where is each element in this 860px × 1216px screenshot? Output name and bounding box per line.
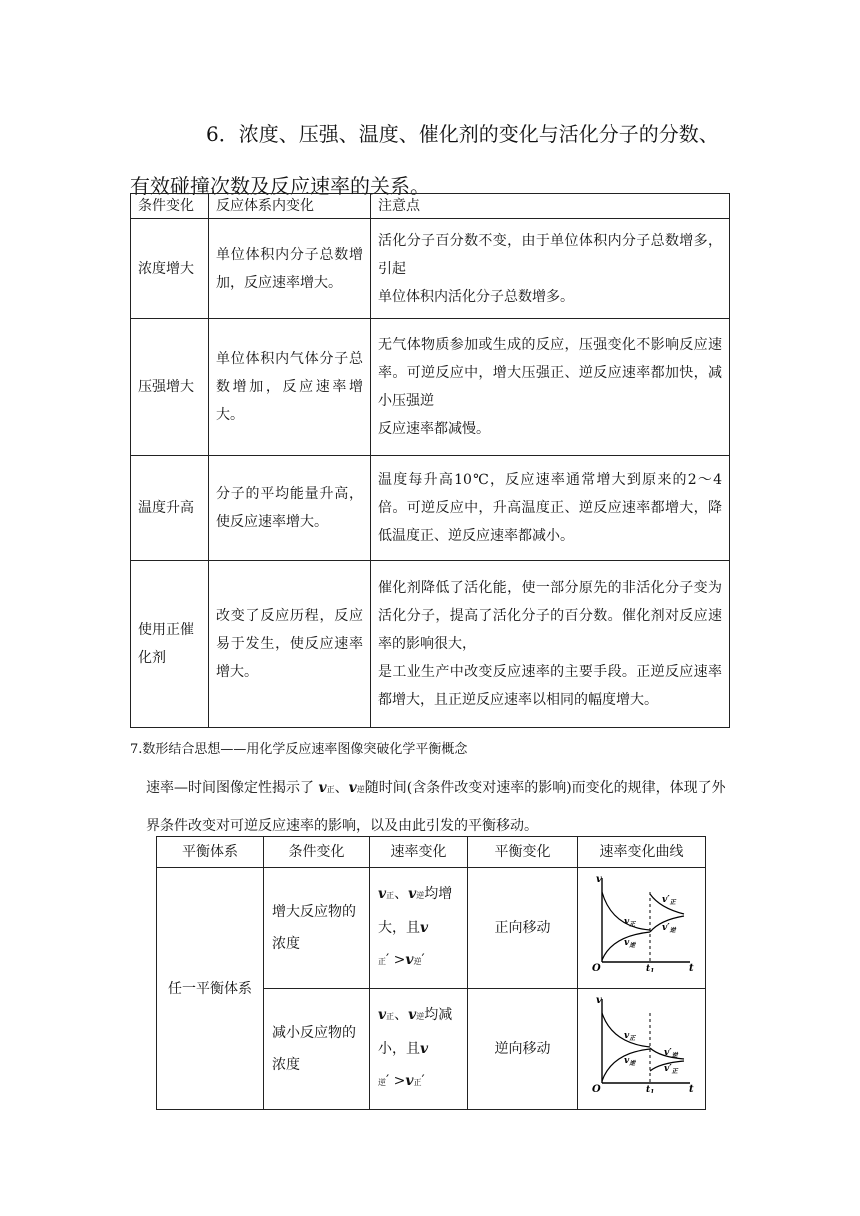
v-forward-prime-label: $v'_正$ xyxy=(661,895,676,906)
note-cell xyxy=(371,219,730,319)
v-forward-prime-label: $v'_正$ xyxy=(663,1064,678,1075)
table-header-row xyxy=(131,194,730,219)
condition-cell: 增大反应物的浓度 xyxy=(264,868,370,989)
subscript: 逆 xyxy=(413,957,422,966)
note-cell xyxy=(371,456,730,561)
condition-cell: 压强增大 xyxy=(131,319,209,456)
condition-cell: 浓度增大 xyxy=(131,219,209,319)
shift-cell: 正向移动 xyxy=(468,868,578,989)
column-header: 条件变化 xyxy=(264,837,370,868)
x-axis-label: t xyxy=(688,963,694,972)
rate-text: 均减小，且 xyxy=(378,1007,453,1057)
subscript: 正 xyxy=(326,785,335,794)
rate-time-graph-decrease xyxy=(588,993,696,1093)
table-row xyxy=(157,868,706,989)
note-cell xyxy=(371,561,730,728)
y-axis-label: v xyxy=(595,995,602,1006)
heading-line-2: 有效碰撞次数及反应速率的关系。 xyxy=(130,174,430,198)
table-row xyxy=(131,219,730,319)
y-axis-label: v xyxy=(595,874,602,885)
system-cell: 任一平衡体系 xyxy=(157,868,264,1110)
separator: 、 xyxy=(334,780,349,796)
column-header: 反应体系内变化 xyxy=(209,194,371,219)
prime-mark: ′ xyxy=(386,1073,390,1089)
subscript: 逆 xyxy=(356,785,365,794)
velocity-symbol: v xyxy=(348,780,357,796)
column-header: 速率变化 xyxy=(370,837,468,868)
velocity-symbol: v xyxy=(318,780,327,796)
paragraph-text: 随时间(含条件改变对速率的影响)而变化的规律，体现了外界条件改变对可逆反应速率的影响，以及由此引发的平衡移动。 xyxy=(146,780,726,834)
subscript: 正 xyxy=(386,1012,395,1021)
subscript: 逆 xyxy=(416,1012,425,1021)
x-axis-label: t xyxy=(688,1084,694,1093)
condition-cell: 使用正催化剂 xyxy=(131,561,209,728)
change-cell: 单位体积内气体分子总数增加，反应速率增大。 xyxy=(209,319,371,456)
condition-cell: 减小反应物的浓度 xyxy=(264,989,370,1110)
separator: 、 xyxy=(394,886,409,902)
velocity-symbol: v xyxy=(405,952,414,968)
table-row xyxy=(131,319,730,456)
velocity-symbol: v xyxy=(378,1007,387,1023)
column-header: 平衡变化 xyxy=(468,837,578,868)
rate-text: 均增大，且 xyxy=(378,886,453,936)
velocity-symbol: v xyxy=(408,886,417,902)
velocity-symbol: v xyxy=(378,886,387,902)
subscript: 逆 xyxy=(416,891,425,900)
note-text: 是工业生产中改变反应速率的主要手段。正逆反应速率都增大，且正逆反应速率以相同的幅度增大。 xyxy=(378,664,722,708)
velocity-symbol: v xyxy=(420,1041,429,1057)
v-forward-label: $v_正$ xyxy=(623,1031,635,1042)
note-text: 反应速率都减慢。 xyxy=(378,421,490,437)
equilibrium-table xyxy=(156,836,706,1110)
t1-label: $t_1$ xyxy=(645,964,654,972)
note-text: 活化分子百分数不变，由于单位体积内分子总数增多， 引起 xyxy=(378,232,722,277)
velocity-symbol: v xyxy=(405,1073,414,1089)
table-row xyxy=(131,456,730,561)
forward-rate-curve xyxy=(602,1013,650,1047)
t1-label: $t_1$ xyxy=(645,1085,654,1093)
change-cell: 改变了反应历程，反应易于发生，使反应速率增大。 xyxy=(209,561,371,728)
v-forward-label: $v_正$ xyxy=(623,917,635,928)
subscript: 正 xyxy=(378,957,386,966)
column-header: 平衡体系 xyxy=(157,837,264,868)
column-header: 速率变化曲线 xyxy=(578,837,706,868)
table-header-row xyxy=(157,837,706,868)
subscript: 正 xyxy=(413,1078,422,1087)
prime-mark: ′ xyxy=(386,952,390,968)
origin-label: O xyxy=(591,1084,601,1093)
rate-change-cell xyxy=(370,989,468,1110)
curve-cell xyxy=(578,989,706,1110)
note-cell xyxy=(371,319,730,456)
note-text: 单位体积内活化分子总数增多。 xyxy=(378,288,574,305)
comparison: > xyxy=(389,952,406,968)
factors-table xyxy=(130,193,730,728)
subscript: 正 xyxy=(386,891,395,900)
rate-change-cell xyxy=(370,868,468,989)
column-header: 条件变化 xyxy=(131,194,209,219)
v-reverse-prime-label: $v'_逆$ xyxy=(663,1048,678,1059)
origin-label: O xyxy=(591,963,601,972)
prime-mark: ′ xyxy=(421,952,425,968)
table-row xyxy=(131,561,730,728)
note-text: 无气体物质参加或生成的反应，压强变化不影响反应速率。可逆反应中，增大压强正、逆反应速率都加快，减小压强逆 xyxy=(378,337,722,409)
shift-cell: 逆向移动 xyxy=(468,989,578,1110)
v-reverse-label: $v_逆$ xyxy=(623,938,635,949)
v-reverse-prime-label: $v'_逆$ xyxy=(661,923,676,934)
section-7-paragraph xyxy=(146,770,736,844)
section-7-title: 7.数形结合思想——用化学反应速率图像突破化学平衡概念 xyxy=(130,742,468,757)
comparison: > xyxy=(389,1073,406,1089)
paragraph-text: 速率—时间图像定性揭示了 xyxy=(146,780,314,796)
change-cell: 分子的平均能量升高，使反应速率增大。 xyxy=(209,456,371,561)
rate-time-graph-increase xyxy=(588,872,696,972)
subscript: 逆 xyxy=(378,1078,386,1087)
prime-mark: ′ xyxy=(421,1073,425,1089)
v-reverse-label: $v_逆$ xyxy=(623,1056,635,1067)
column-header: 注意点 xyxy=(371,194,730,219)
curve-cell xyxy=(578,868,706,989)
separator: 、 xyxy=(394,1007,409,1023)
velocity-symbol: v xyxy=(420,920,429,936)
velocity-symbol: v xyxy=(408,1007,417,1023)
change-cell: 单位体积内分子总数增加，反应速率增大。 xyxy=(209,219,371,319)
note-text: 温度每升高10℃，反应速率通常增大到原来的2～4倍。可逆反应中，升高温度正、逆反应速率都增大，降低温度正、逆反应速率都减小。 xyxy=(378,472,722,544)
note-text: 催化剂降低了活化能，使一部分原先的非活化分子变为活化分子，提高了活化分子的百分数。催化剂对反应速率的影响很大， xyxy=(378,580,722,652)
heading-line-1: 6．浓度、压强、温度、催化剂的变化与活化分子的分数、 xyxy=(206,122,719,146)
condition-cell: 温度升高 xyxy=(131,456,209,561)
